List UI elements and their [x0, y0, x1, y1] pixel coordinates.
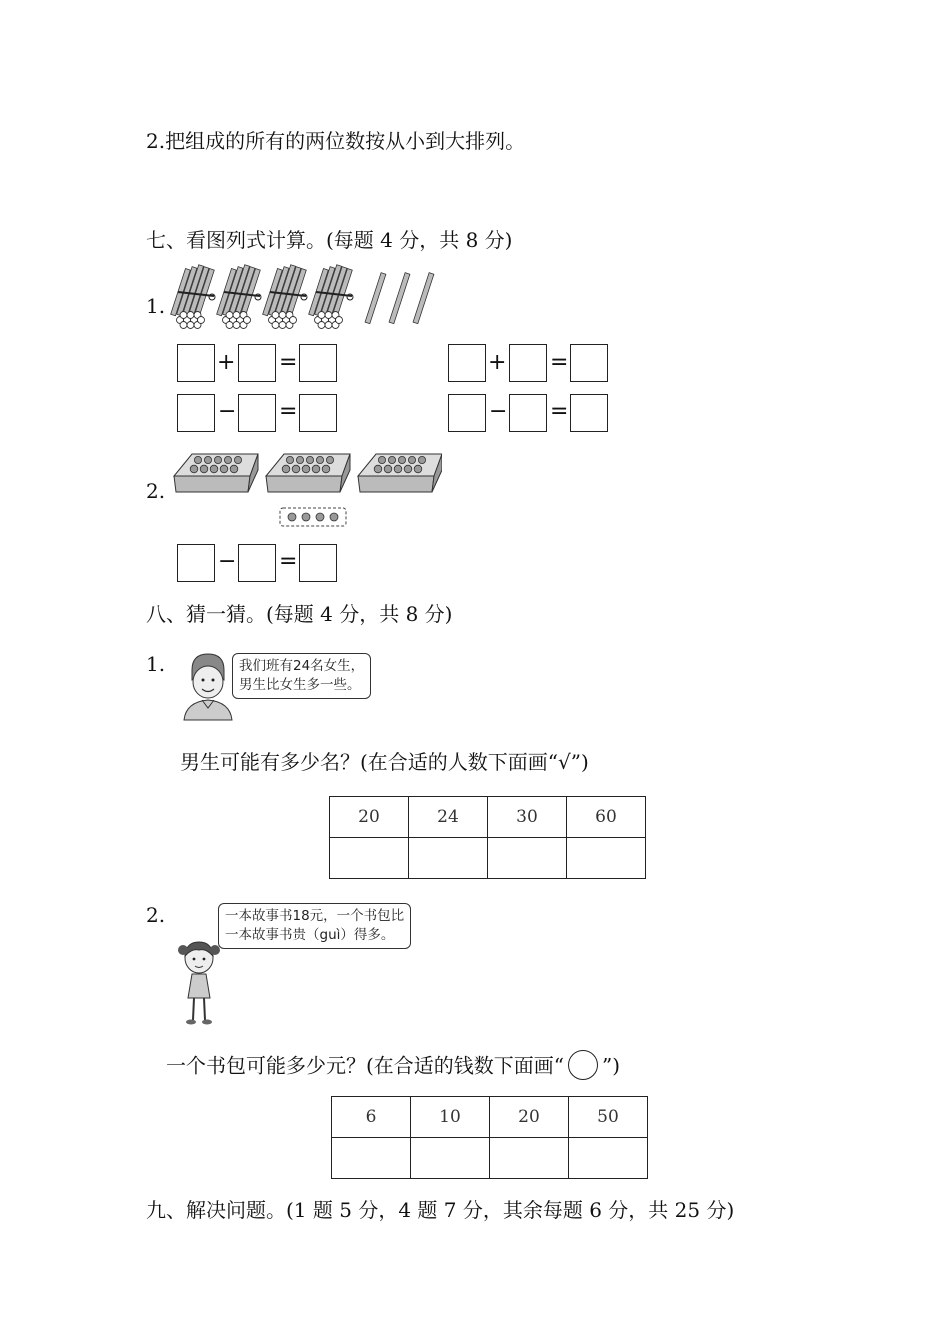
question-7-1-number: 1. — [146, 294, 166, 318]
option-cell: 6 — [332, 1097, 411, 1138]
mark-cell[interactable] — [567, 838, 646, 879]
options-table-boys — [329, 796, 646, 879]
answer-box[interactable] — [177, 394, 215, 432]
option-cell: 50 — [569, 1097, 648, 1138]
speech-bubble-boy — [232, 653, 371, 699]
single-stick-icon — [365, 273, 386, 324]
mark-cell[interactable] — [332, 1138, 411, 1179]
equals-sign: = — [550, 399, 569, 424]
section-8-heading: 八、猜一猜。(每题 4 分，共 8 分) — [146, 602, 453, 626]
bundle-of-ten-sticks-icon — [217, 265, 261, 329]
answer-box[interactable] — [570, 344, 608, 382]
mark-cell[interactable] — [569, 1138, 648, 1179]
mark-cell[interactable] — [488, 838, 567, 879]
mark-cell[interactable] — [409, 838, 488, 879]
answer-box[interactable] — [238, 544, 276, 582]
circle-symbol-icon — [568, 1050, 598, 1080]
loose-eggs-icon — [288, 513, 338, 521]
single-stick-icon — [389, 273, 410, 324]
minus-sign: − — [489, 399, 508, 424]
minus-sign: − — [218, 399, 237, 424]
answer-box[interactable] — [238, 344, 276, 382]
answer-box[interactable] — [177, 344, 215, 382]
question-text-before: 一个书包可能多少元？(在合适的钱数下面画“ — [166, 1053, 565, 1078]
boy-icon — [178, 650, 238, 722]
section-9-heading: 九、解决问题。(1 题 5 分，4 题 7 分，其余每题 6 分，共 25 分) — [146, 1198, 735, 1222]
answer-box[interactable] — [448, 344, 486, 382]
question-8-1-text: 男生可能有多少名？(在合适的人数下面画“√”) — [180, 750, 589, 774]
girl-icon — [174, 938, 224, 1026]
plus-sign: + — [488, 350, 507, 375]
bubble-line: 一本故事书贵（guì）得多。 — [225, 927, 395, 943]
equals-sign: = — [279, 549, 298, 574]
plus-sign: + — [217, 350, 236, 375]
question-8-1-number: 1. — [146, 652, 166, 676]
question-7-2-number: 2. — [146, 479, 166, 503]
equals-sign: = — [279, 399, 298, 424]
answer-box[interactable] — [177, 544, 215, 582]
answer-box[interactable] — [448, 394, 486, 432]
answer-box[interactable] — [238, 394, 276, 432]
option-cell: 30 — [488, 797, 567, 838]
equals-sign: = — [550, 350, 569, 375]
single-stick-icon — [413, 273, 434, 324]
answer-box[interactable] — [299, 344, 337, 382]
option-cell: 10 — [411, 1097, 490, 1138]
answer-box[interactable] — [570, 394, 608, 432]
option-cell: 20 — [330, 797, 409, 838]
mark-cell[interactable] — [490, 1138, 569, 1179]
egg-trays-illustration — [172, 448, 442, 530]
answer-box[interactable] — [299, 544, 337, 582]
equals-sign: = — [279, 350, 298, 375]
option-cell: 24 — [409, 797, 488, 838]
question-8-2-text — [166, 1052, 620, 1082]
stick-bundles-illustration — [170, 262, 445, 332]
mark-cell[interactable] — [330, 838, 409, 879]
egg-tray-icon — [266, 454, 350, 492]
bundle-of-ten-sticks-icon — [309, 265, 353, 329]
bubble-line: 男生比女生多一些。 — [239, 677, 361, 693]
question-6-2: 2.把组成的所有的两位数按从小到大排列。 — [146, 129, 526, 153]
bubble-line: 我们班有24名女生， — [239, 658, 365, 674]
egg-tray-icon — [174, 454, 258, 492]
option-cell: 20 — [490, 1097, 569, 1138]
answer-box[interactable] — [299, 394, 337, 432]
mark-cell[interactable] — [411, 1138, 490, 1179]
egg-tray-icon — [358, 454, 442, 492]
speech-bubble-girl — [218, 903, 411, 949]
question-text-after: ”) — [602, 1053, 621, 1078]
option-cell: 60 — [567, 797, 646, 838]
question-8-2-number: 2. — [146, 903, 166, 927]
answer-box[interactable] — [509, 344, 547, 382]
answer-box[interactable] — [509, 394, 547, 432]
bundle-of-ten-sticks-icon — [263, 265, 307, 329]
bubble-line: 一本故事书18元，一个书包比 — [225, 908, 405, 924]
options-table-bag-price — [331, 1096, 648, 1179]
section-7-heading: 七、看图列式计算。(每题 4 分，共 8 分) — [146, 228, 513, 252]
bundle-of-ten-sticks-icon — [171, 265, 215, 329]
minus-sign: − — [218, 549, 237, 574]
